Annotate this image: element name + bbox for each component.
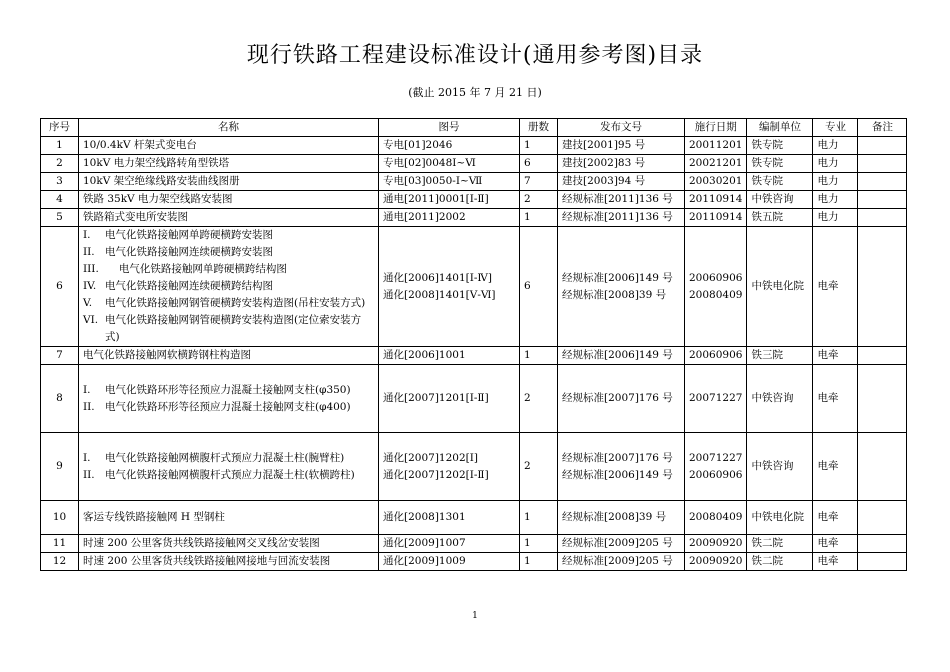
- cell-note: [858, 535, 907, 553]
- date-line: 20060906: [689, 271, 743, 284]
- cell-note: [858, 173, 907, 191]
- cell-name: [79, 227, 379, 347]
- cell-major: 电牵: [813, 365, 858, 433]
- sub-item-number: II.: [83, 400, 95, 413]
- code-line: 通化[2009]1007: [383, 537, 466, 549]
- name-line: 10/0.4kV 杆架式变电台: [83, 139, 197, 151]
- header-vols: 册数: [520, 119, 558, 137]
- sub-item: [83, 278, 374, 295]
- sub-item: [83, 467, 374, 484]
- cell-code: [379, 227, 520, 347]
- code-line: 通化[2007]1202[Ⅰ]: [383, 451, 478, 464]
- cell-vols: 1: [520, 347, 558, 365]
- cell-code: [379, 501, 520, 535]
- code-line: 通化[2008]1301: [383, 511, 466, 523]
- table-row: [41, 365, 907, 433]
- cell-vols: 1: [520, 535, 558, 553]
- cell-vols: 1: [520, 501, 558, 535]
- cell-doc: [558, 137, 685, 155]
- header-date: 施行日期: [685, 119, 747, 137]
- doc-line: 经规标准[2008]39 号: [562, 511, 667, 523]
- cell-date: [685, 553, 747, 571]
- header-code: 图号: [379, 119, 520, 137]
- cell-date: [685, 433, 747, 501]
- table-header-row: [41, 119, 907, 137]
- sub-item-number: I.: [83, 383, 91, 396]
- sub-item-number: I.: [83, 229, 91, 241]
- cell-date: [685, 501, 747, 535]
- cell-major: 电牵: [813, 347, 858, 365]
- header-note: 备注: [858, 119, 907, 137]
- code-line: 通化[2008]1401[Ⅴ-Ⅵ]: [383, 288, 496, 301]
- table-row: [41, 501, 907, 535]
- code-line: 通化[2007]1201[Ⅰ-Ⅱ]: [383, 392, 489, 404]
- cell-code: [379, 209, 520, 227]
- page-number: 1: [472, 611, 478, 621]
- cell-code: [379, 191, 520, 209]
- table-row: [41, 553, 907, 571]
- date-line: 20080409: [689, 288, 743, 301]
- table-row: [41, 209, 907, 227]
- cell-date: [685, 173, 747, 191]
- doc-line: 经规标准[2009]205 号: [562, 555, 673, 567]
- table-row: [41, 155, 907, 173]
- cell-code: [379, 173, 520, 191]
- cell-no: 8: [41, 365, 79, 433]
- cell-major: 电牵: [813, 433, 858, 501]
- code-line: 专电[02]0048Ⅰ~Ⅵ: [383, 157, 476, 169]
- code-line: 专电[01]2046: [383, 139, 453, 151]
- doc-line: 经规标准[2011]136 号: [562, 193, 673, 205]
- cell-date: [685, 209, 747, 227]
- cell-name: [79, 173, 379, 191]
- cell-unit: 铁专院: [747, 137, 813, 155]
- date-line: 20060906: [689, 468, 743, 481]
- table-row: [41, 535, 907, 553]
- doc-line: 经规标准[2006]149 号: [562, 349, 673, 361]
- cell-note: [858, 433, 907, 501]
- sub-item-number: IV.: [83, 280, 97, 292]
- sub-item-title: 电气化铁路接触网连续硬横跨安装图: [105, 246, 273, 258]
- cell-note: [858, 365, 907, 433]
- cell-note: [858, 155, 907, 173]
- cell-code: [379, 137, 520, 155]
- cell-unit: 铁二院: [747, 553, 813, 571]
- cell-note: [858, 137, 907, 155]
- date-line: 20080409: [689, 511, 743, 523]
- cell-name: [79, 191, 379, 209]
- cell-unit: 铁三院: [747, 347, 813, 365]
- doc-line: 经规标准[2008]39 号: [562, 288, 667, 301]
- cell-date: [685, 227, 747, 347]
- cell-name: [79, 209, 379, 227]
- document-subtitle: (截止 2015 年 7 月 21 日): [408, 86, 542, 99]
- name-line: 铁路箱式变电所安装图: [83, 211, 188, 223]
- cell-code: [379, 535, 520, 553]
- name-line: 客运专线铁路接触网 H 型钢柱: [83, 511, 225, 523]
- sub-item-title: 电气化铁路接触网单跨硬横跨结构图: [105, 263, 287, 275]
- name-line: 铁路 35kV 电力架空线路安装图: [83, 193, 233, 205]
- cell-vols: 6: [520, 155, 558, 173]
- sub-item-title: 电气化铁路接触网连续硬横跨结构图: [105, 280, 273, 292]
- cell-unit: 铁五院: [747, 209, 813, 227]
- cell-unit: 中铁电化院: [747, 501, 813, 535]
- sub-item: [83, 227, 374, 244]
- table-row: [41, 137, 907, 155]
- doc-line: 经规标准[2011]136 号: [562, 211, 673, 223]
- cell-doc: [558, 553, 685, 571]
- cell-doc: [558, 173, 685, 191]
- cell-unit: 中铁咨询: [747, 191, 813, 209]
- cell-no: 7: [41, 347, 79, 365]
- doc-line: 建技[2003]94 号: [562, 175, 646, 187]
- date-line: 20090920: [689, 537, 743, 549]
- sub-item-title: 电气化铁路环形等径预应力混凝土接触网支柱(φ400): [105, 400, 351, 413]
- cell-vols: 6: [520, 227, 558, 347]
- cell-vols: 1: [520, 553, 558, 571]
- cell-code: [379, 347, 520, 365]
- sub-item: [83, 382, 374, 399]
- code-line: 专电[03]0050-Ⅰ~Ⅶ: [383, 175, 483, 187]
- table-row: [41, 347, 907, 365]
- cell-name: [79, 553, 379, 571]
- cell-name: [79, 155, 379, 173]
- cell-unit: 铁二院: [747, 535, 813, 553]
- table-row: [41, 227, 907, 347]
- cell-code: [379, 553, 520, 571]
- date-line: 20011201: [689, 139, 743, 151]
- sub-item-number: III.: [83, 263, 99, 275]
- table-row: [41, 191, 907, 209]
- cell-major: 电牵: [813, 227, 858, 347]
- sub-item-title: 电气化铁路接触网单跨硬横跨安装图: [105, 229, 273, 241]
- cell-doc: [558, 535, 685, 553]
- cell-major: 电力: [813, 155, 858, 173]
- doc-line: 经规标准[2006]149 号: [562, 271, 673, 284]
- date-line: 20110914: [689, 211, 743, 223]
- cell-unit: 铁专院: [747, 155, 813, 173]
- date-line: 20030201: [689, 175, 743, 187]
- cell-doc: [558, 227, 685, 347]
- code-line: 通化[2006]1401[Ⅰ-Ⅳ]: [383, 271, 493, 284]
- sub-item-number: V.: [83, 297, 93, 309]
- sub-item: [83, 399, 374, 416]
- cell-no: 1: [41, 137, 79, 155]
- cell-doc: [558, 433, 685, 501]
- cell-date: [685, 365, 747, 433]
- cell-no: 2: [41, 155, 79, 173]
- date-line: 20021201: [689, 157, 743, 169]
- sub-item-title: 电气化铁路接触网横腹杆式预应力混凝土柱(软横跨柱): [105, 468, 355, 481]
- cell-unit: 中铁电化院: [747, 227, 813, 347]
- cell-major: 电力: [813, 191, 858, 209]
- cell-no: 4: [41, 191, 79, 209]
- name-line: 10kV 电力架空线路转角型铁塔: [83, 157, 230, 169]
- cell-code: [379, 433, 520, 501]
- header-major: 专业: [813, 119, 858, 137]
- sub-item-number: I.: [83, 451, 91, 464]
- cell-doc: [558, 347, 685, 365]
- cell-doc: [558, 501, 685, 535]
- cell-major: 电力: [813, 173, 858, 191]
- cell-vols: 2: [520, 433, 558, 501]
- cell-note: [858, 553, 907, 571]
- doc-line: 建技[2002]83 号: [562, 157, 646, 169]
- code-line: 通化[2009]1009: [383, 555, 466, 567]
- doc-line: 经规标准[2007]176 号: [562, 451, 673, 464]
- cell-name: [79, 365, 379, 433]
- sub-item-number: VI.: [83, 314, 99, 326]
- cell-vols: 2: [520, 191, 558, 209]
- sub-item-title: 电气化铁路环形等径预应力混凝土接触网支柱(φ350): [105, 383, 351, 396]
- cell-vols: 2: [520, 365, 558, 433]
- doc-line: 经规标准[2007]176 号: [562, 392, 673, 404]
- table-row: [41, 173, 907, 191]
- cell-major: 电牵: [813, 501, 858, 535]
- sub-item: [83, 312, 374, 346]
- sub-item: [83, 244, 374, 261]
- code-line: 通化[2006]1001: [383, 349, 466, 361]
- cell-vols: 7: [520, 173, 558, 191]
- sub-item-title: 电气化铁路接触网横腹杆式预应力混凝土柱(腕臂柱): [105, 451, 345, 464]
- cell-no: 6: [41, 227, 79, 347]
- cell-doc: [558, 191, 685, 209]
- cell-major: 电力: [813, 209, 858, 227]
- sub-item-number: II.: [83, 246, 95, 258]
- cell-name: [79, 347, 379, 365]
- cell-major: 电牵: [813, 535, 858, 553]
- cell-no: 9: [41, 433, 79, 501]
- header-name: 名称: [79, 119, 379, 137]
- cell-code: [379, 155, 520, 173]
- doc-line: 经规标准[2006]149 号: [562, 468, 673, 481]
- doc-line: 经规标准[2009]205 号: [562, 537, 673, 549]
- cell-name: [79, 501, 379, 535]
- code-line: 通化[2007]1202[Ⅰ-Ⅱ]: [383, 468, 489, 481]
- date-line: 20060906: [689, 349, 743, 361]
- date-line: 20071227: [689, 392, 743, 404]
- cell-no: 12: [41, 553, 79, 571]
- cell-name: [79, 535, 379, 553]
- cell-major: 电力: [813, 137, 858, 155]
- cell-note: [858, 227, 907, 347]
- cell-note: [858, 191, 907, 209]
- cell-doc: [558, 365, 685, 433]
- cell-no: 10: [41, 501, 79, 535]
- cell-doc: [558, 155, 685, 173]
- sub-item: [83, 450, 374, 467]
- cell-unit: 中铁咨询: [747, 365, 813, 433]
- header-no: 序号: [41, 119, 79, 137]
- header-doc: 发布文号: [558, 119, 685, 137]
- cell-code: [379, 365, 520, 433]
- sub-item-title: 电气化铁路接触网钢管硬横跨安装构造图(吊柱安装方式): [105, 297, 366, 309]
- cell-no: 11: [41, 535, 79, 553]
- cell-date: [685, 535, 747, 553]
- sub-item: [83, 295, 374, 312]
- cell-note: [858, 209, 907, 227]
- cell-name: [79, 433, 379, 501]
- name-line: 时速 200 公里客货共线铁路接触网接地与回流安装图: [83, 555, 331, 567]
- cell-vols: 1: [520, 209, 558, 227]
- name-line: 时速 200 公里客货共线铁路接触网交叉线岔安装图: [83, 537, 320, 549]
- date-line: 20071227: [689, 451, 743, 464]
- code-line: 通电[2011]2002: [383, 211, 466, 223]
- table-row: [41, 433, 907, 501]
- cell-unit: 铁专院: [747, 173, 813, 191]
- cell-no: 5: [41, 209, 79, 227]
- sub-item: [83, 261, 374, 278]
- sub-item-number: II.: [83, 468, 95, 481]
- cell-note: [858, 501, 907, 535]
- header-unit: 编制单位: [747, 119, 813, 137]
- cell-date: [685, 137, 747, 155]
- cell-major: 电牵: [813, 553, 858, 571]
- cell-unit: 中铁咨询: [747, 433, 813, 501]
- date-line: 20090920: [689, 555, 743, 567]
- date-line: 20110914: [689, 193, 743, 205]
- name-line: 电气化铁路接触网软横跨钢柱构造图: [83, 349, 251, 361]
- cell-date: [685, 347, 747, 365]
- doc-line: 建技[2001]95 号: [562, 139, 646, 151]
- cell-no: 3: [41, 173, 79, 191]
- document-title: 现行铁路工程建设标准设计(通用参考图)目录: [246, 43, 704, 68]
- name-line: 10kV 架空绝缘线路安装曲线图册: [83, 175, 240, 187]
- code-line: 通电[2011]0001[Ⅰ-Ⅱ]: [383, 193, 489, 205]
- cell-doc: [558, 209, 685, 227]
- cell-date: [685, 191, 747, 209]
- standards-table: [40, 118, 907, 571]
- cell-vols: 1: [520, 137, 558, 155]
- cell-note: [858, 347, 907, 365]
- sub-item-title: 电气化铁路接触网钢管硬横跨安装构造图(定位索安装方式): [105, 314, 362, 343]
- cell-date: [685, 155, 747, 173]
- cell-name: [79, 137, 379, 155]
